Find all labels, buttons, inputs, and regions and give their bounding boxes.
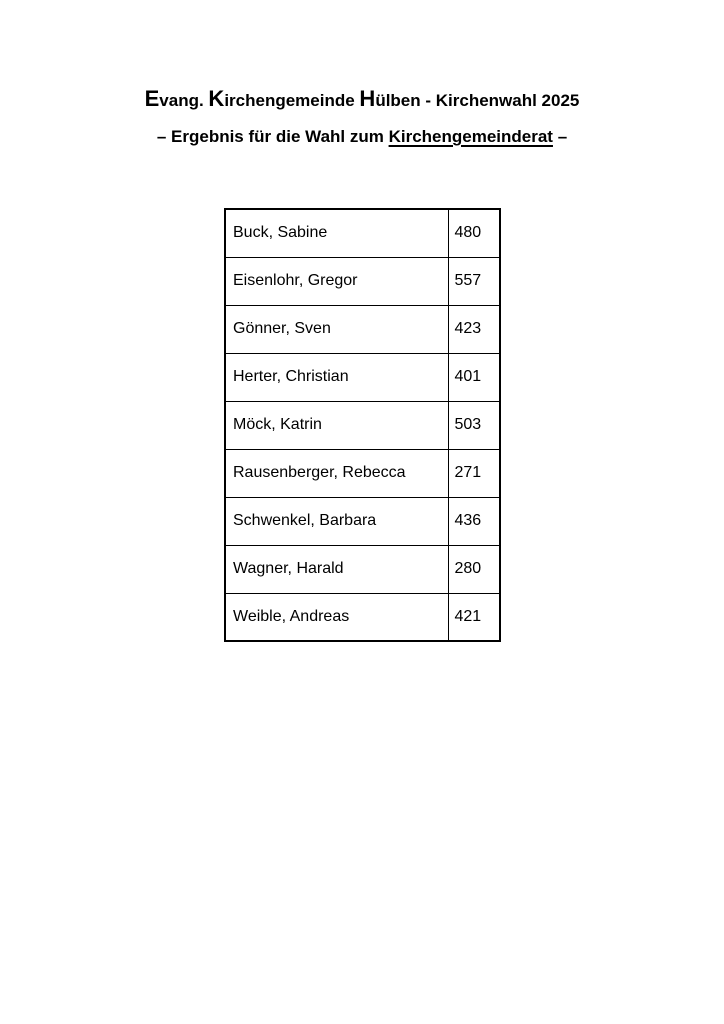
candidate-name: Möck, Katrin xyxy=(225,401,448,449)
table-row xyxy=(225,209,500,257)
subtitle-suffix: – xyxy=(552,127,568,146)
title-part-uelben: ülben - Kirchenwahl 2025 xyxy=(375,91,580,110)
subtitle-prefix: – Ergebnis für die Wahl zum xyxy=(156,127,389,146)
results-table xyxy=(224,208,501,642)
title-initial-h: H xyxy=(359,86,376,111)
title-initial-e: E xyxy=(144,86,160,111)
table-row xyxy=(225,497,500,545)
title-part-vang: vang. xyxy=(159,91,209,110)
vote-count: 271 xyxy=(448,449,500,497)
candidate-name: Weible, Andreas xyxy=(225,593,448,641)
vote-count: 436 xyxy=(448,497,500,545)
candidate-name: Gönner, Sven xyxy=(225,305,448,353)
vote-count: 401 xyxy=(448,353,500,401)
vote-count: 480 xyxy=(448,209,500,257)
candidate-name: Eisenlohr, Gregor xyxy=(225,257,448,305)
table-row xyxy=(225,449,500,497)
vote-count: 423 xyxy=(448,305,500,353)
candidate-name: Herter, Christian xyxy=(225,353,448,401)
candidate-name: Rausenberger, Rebecca xyxy=(225,449,448,497)
candidate-name: Schwenkel, Barbara xyxy=(225,497,448,545)
document-subtitle xyxy=(0,127,724,147)
table-row xyxy=(225,593,500,641)
vote-count: 557 xyxy=(448,257,500,305)
table-row xyxy=(225,401,500,449)
table-row xyxy=(225,305,500,353)
table-row xyxy=(225,257,500,305)
document-title xyxy=(0,86,724,112)
subtitle-underlined-term: Kirchengemeinderat xyxy=(388,127,553,146)
candidate-name: Buck, Sabine xyxy=(225,209,448,257)
candidate-name: Wagner, Harald xyxy=(225,545,448,593)
vote-count: 503 xyxy=(448,401,500,449)
table-row xyxy=(225,353,500,401)
vote-count: 280 xyxy=(448,545,500,593)
table-row xyxy=(225,545,500,593)
vote-count: 421 xyxy=(448,593,500,641)
title-part-irchengemeinde: irchengemeinde xyxy=(224,91,360,110)
title-initial-k: K xyxy=(208,86,225,111)
